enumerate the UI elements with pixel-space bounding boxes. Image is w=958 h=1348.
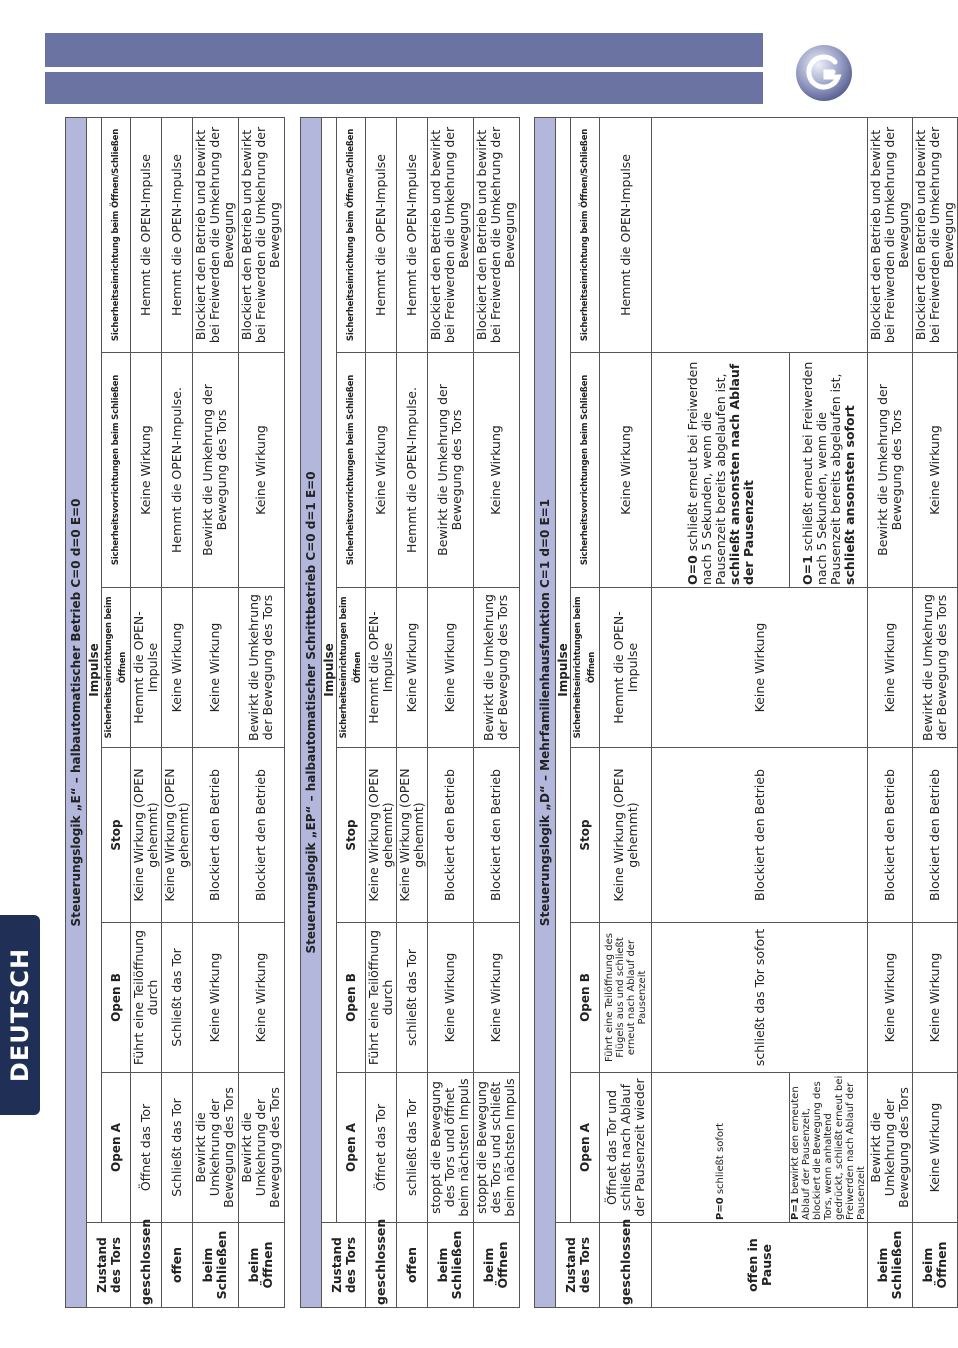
table-logic-ep xyxy=(300,118,520,1308)
table-row: beim Schließen Bewirkt die Umkehrung der Bewegung des Tors Keine Wirkung Blockiert den Betrieb Keine Wirkung Bewirkt die Umkehrung der Bewegung des Tors Blockiert den Betrieb und bewirkt bei Freiwerden die Umkehrung der Bewegung xyxy=(868,117,913,1307)
table-row: offen schließt das Tor schließt das Tor Keine Wirkung (OPEN gehemmt) Keine Wirkung Hemmt die OPEN-Impulse. Hemmt die OPEN-Impulse xyxy=(397,117,428,1307)
table-row: beim Öffnen Bewirkt die Umkehrung der Bewegung des Tors Keine Wirkung Blockiert den Betrieb Bewirkt die Umkehrung der Bewegung des Tors Keine Wirkung Blockiert den Betrieb und bewirkt bei Freiwerden die Umkehrung der Bewegung xyxy=(238,117,284,1307)
table-row: beim Öffnen stoppt die Bewegung des Tors und schließt beim nächsten Impuls Keine Wirkung Blockiert den Betrieb Bewirkt die Umkehrung der Bewegung des Tors Keine Wirkung Blockiert den Betrieb und bewirkt bei Freiwerden die Umkehrung der Bewegung xyxy=(473,117,519,1307)
brand-logo-icon xyxy=(795,44,853,102)
table-logic-d xyxy=(534,118,956,1308)
table-title: Steuerungslogik „D“ – Mehrfamilienhausfunktion C=1 d=0 E=1 xyxy=(535,117,556,1307)
header-safety-open: Sicherheitseinrichtungen beim Öffnen xyxy=(102,588,131,748)
header-stop: Stop xyxy=(571,748,600,923)
table-logic-e xyxy=(65,118,285,1308)
header-bar-bottom xyxy=(45,72,763,104)
header-open-b: Open B xyxy=(337,923,366,1073)
o1-note: O=1 schließt erneut bei Freiwerden nach 5 Sekunden, wenn die Pausenzeit bereits abgelaufen ist, schließt ansonsten sofort xyxy=(790,353,868,588)
header-safety-close: Sicherheitsvorrichtungen beim Schließen xyxy=(337,353,366,588)
header-state: Zustand des Tors xyxy=(87,1223,131,1308)
table-title: Steuerungslogik „EP“ – halbautomatischer Schrittbetrieb C=0 d=1 E=0 xyxy=(301,117,322,1307)
table-row: offen Schließt das Tor Schließt das Tor Keine Wirkung (OPEN gehemmt) Keine Wirkung Hemmt die OPEN-Impulse. Hemmt die OPEN-Impulse xyxy=(162,117,193,1307)
language-tab: DEUTSCH xyxy=(0,915,40,1115)
header-safety-open: Sicherheitseinrichtungen beim Öffnen xyxy=(571,588,600,748)
header-bar-top xyxy=(45,33,763,67)
p0-note: P=0 schließt sofort xyxy=(652,1073,790,1223)
table-row: beim Schließen Bewirkt die Umkehrung der Bewegung des Tors Keine Wirkung Blockiert den Betrieb Keine Wirkung Bewirkt die Umkehrung der Bewegung des Tors Blockiert den Betrieb und bewirkt bei Freiwerden die Umkehrung der Bewegung xyxy=(193,117,239,1307)
header-open-b: Open B xyxy=(571,923,600,1073)
header-impulse: Impulse xyxy=(322,117,337,1222)
header-open-a: Open A xyxy=(337,1073,366,1223)
header-state: Zustand des Tors xyxy=(556,1223,600,1308)
header-state: Zustand des Tors xyxy=(322,1223,366,1308)
table-row: offen in Pause P=0 schließt sofort schließt das Tor sofort Blockiert den Betrieb Keine Wirkung O=0 schließt erneut bei Freiwerden nach 5 Sekunden, wenn die Pausenzeit bereits abgelaufen ist, schließt ansonsten nach Ablauf der Pausenzeit xyxy=(652,117,790,1307)
o0-note: O=0 schließt erneut bei Freiwerden nach 5 Sekunden, wenn die Pausenzeit bereits abgelaufen ist, schließt ansonsten nach Ablauf der Pausenzeit xyxy=(652,353,790,588)
header-safety-open: Sicherheitseinrichtungen beim Öffnen xyxy=(337,588,366,748)
header-impulse: Impulse xyxy=(556,117,571,1222)
p1-note: P=1 bewirkt den erneuten Ablauf der Pausenzeit, blockiert die Bewegung des Tors, wenn anhaltend gedrückt, schließt erneut bei Freiwerden nach Ablauf der Pausenzeit xyxy=(790,1073,868,1223)
header-stop: Stop xyxy=(337,748,366,923)
table-row: beim Öffnen Keine Wirkung Keine Wirkung Blockiert den Betrieb Bewirkt die Umkehrung der Bewegung des Tors Keine Wirkung Blockiert den Betrieb und bewirkt bei Freiwerden die Umkehrung der Bewegung xyxy=(913,117,958,1307)
header-open-b: Open B xyxy=(102,923,131,1073)
header-open-a: Open A xyxy=(571,1073,600,1223)
header-safety-close: Sicherheitsvorrichtungen beim Schließen xyxy=(102,353,131,588)
table-row: geschlossen Öffnet das Tor Führt eine Teilöffnung durch Keine Wirkung (OPEN gehemmt) Hemmt die OPEN-Impulse Keine Wirkung Hemmt die OPEN-Impulse xyxy=(131,117,162,1307)
header-stop: Stop xyxy=(102,748,131,923)
table-row: beim Schließen stoppt die Bewegung des Tors und öffnet beim nächsten Impuls Keine Wirkung Blockiert den Betrieb Keine Wirkung Bewirkt die Umkehrung der Bewegung des Tors Blockiert den Betrieb und bewirkt bei Freiwerden die Umkehrung der Bewegung xyxy=(428,117,474,1307)
header-safety-openclose: Sicherheitseinrichtung beim Öffnen/Schließen xyxy=(337,117,366,352)
header-safety-close: Sicherheitsvorrichtungen beim Schließen xyxy=(571,353,600,588)
header-open-a: Open A xyxy=(102,1073,131,1223)
header-impulse: Impulse xyxy=(87,117,102,1222)
header-safety-openclose: Sicherheitseinrichtung beim Öffnen/Schließen xyxy=(102,117,131,352)
table-title: Steuerungslogik „E“ – halbautomatischer Betrieb C=0 d=0 E=0 xyxy=(66,117,87,1307)
table-row: geschlossen Öffnet das Tor Führt eine Teilöffnung durch Keine Wirkung (OPEN gehemmt) Hemmt die OPEN-Impulse Keine Wirkung Hemmt die OPEN-Impulse xyxy=(366,117,397,1307)
header-safety-openclose: Sicherheitseinrichtung beim Öffnen/Schließen xyxy=(571,117,600,352)
table-row: geschlossen Öffnet das Tor und schließt nach Ablauf der Pausenzeit wieder Führt eine Teilöffnung des Flügels aus und schließt erneut nach Ablauf der Pausenzeit Keine Wirkung (OPEN gehemmt) Hemmt die OPEN-Impulse Keine Wirkung Hemmt die OPEN-Impulse xyxy=(600,117,652,1307)
